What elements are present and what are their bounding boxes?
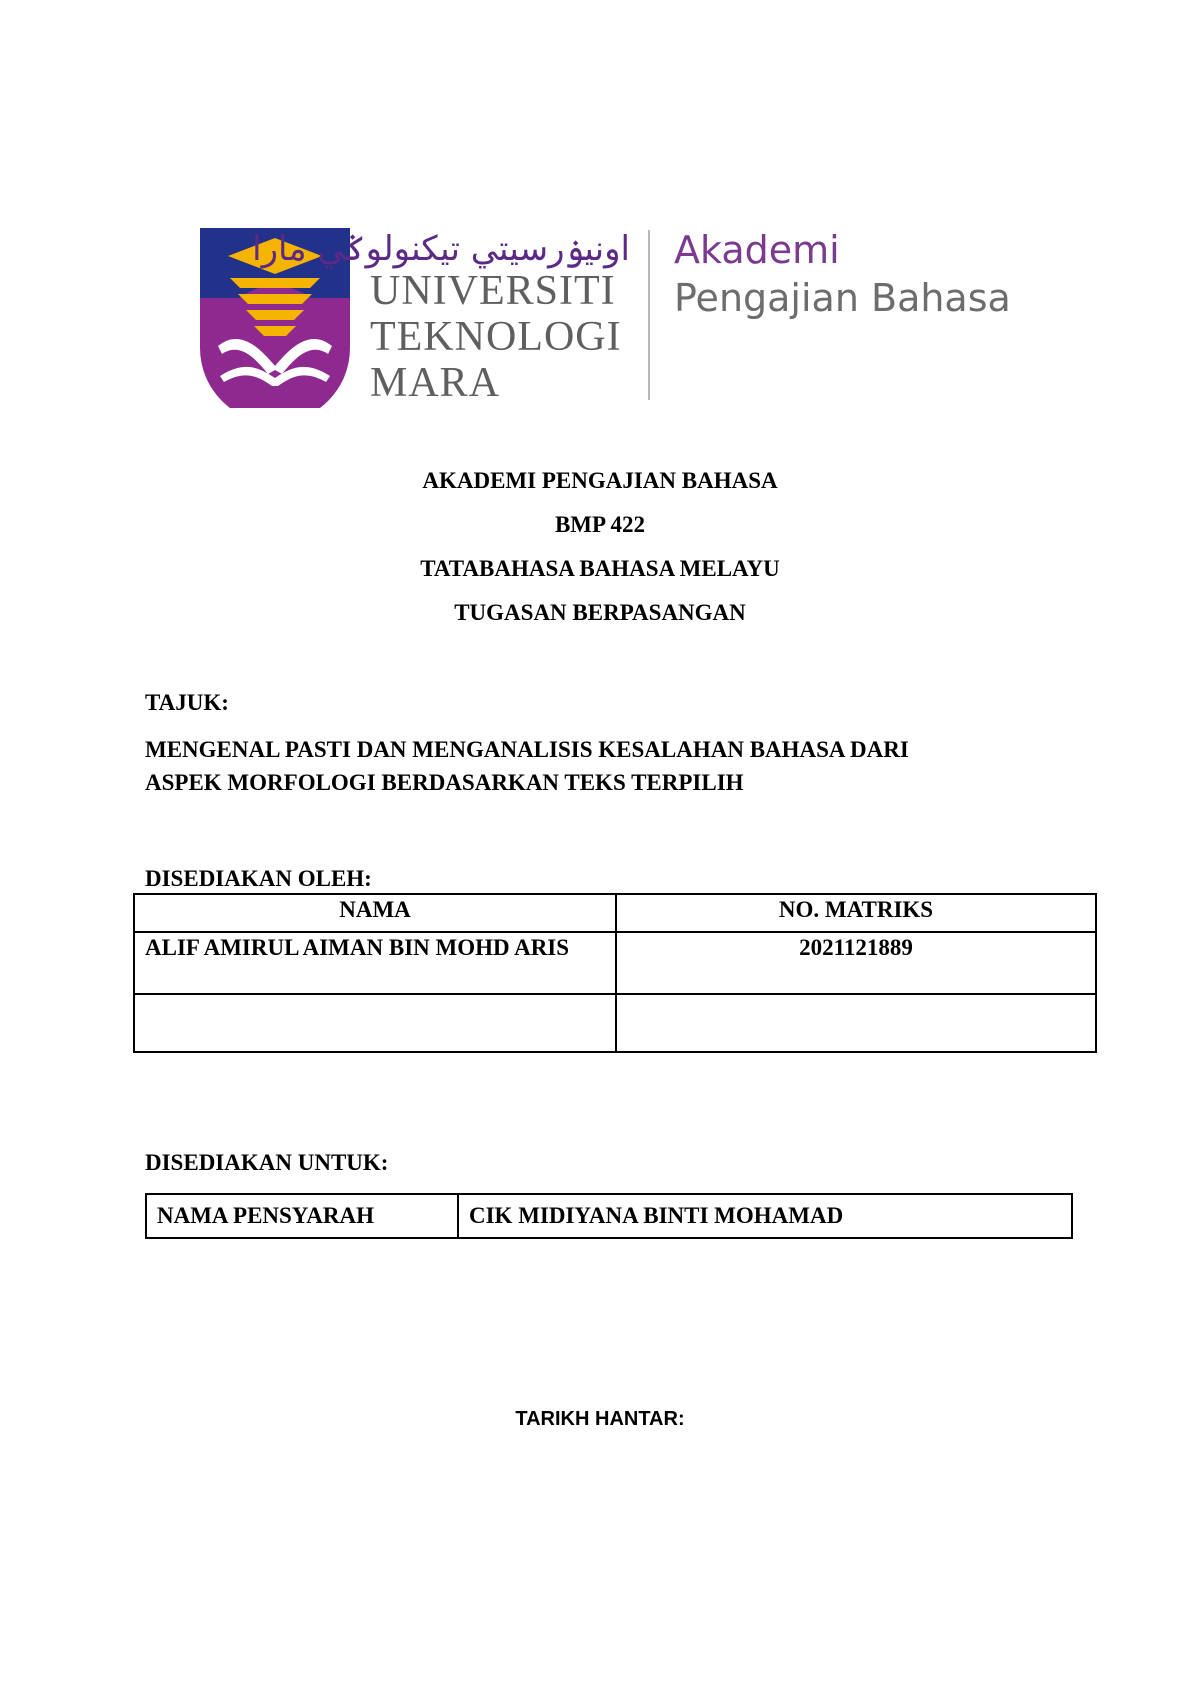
students-table <box>133 893 1097 1053</box>
jawi-university-name: اونيۏرسيتي تيكنولوݢي مارا <box>252 229 630 269</box>
logo-divider <box>648 230 650 400</box>
submission-date-label: TARIKH HANTAR: <box>515 1408 685 1430</box>
university-name-line-3: MARA <box>370 360 501 406</box>
academy-name-line-2: Pengajian Bahasa <box>674 276 1011 320</box>
university-name-line-2: TEKNOLOGI <box>370 314 622 360</box>
table-row <box>146 1194 1072 1238</box>
lecturer-name-cell: CIK MIDIYANA BINTI MOHAMAD <box>458 1194 1072 1238</box>
student-matric-cell: 2021121889 <box>616 932 1096 994</box>
table-row <box>134 932 1096 994</box>
academy-name-line-1: Akademi <box>674 228 840 272</box>
lecturer-key-cell: NAMA PENSYARAH <box>146 1194 458 1238</box>
title-line-2: ASPEK MORFOLOGI BERDASARKAN TEKS TERPILIH <box>145 770 744 795</box>
students-table-header <box>134 894 1096 932</box>
uitm-apb-logo <box>200 228 1011 408</box>
header-academy: AKADEMI PENGAJIAN BAHASA <box>422 468 778 493</box>
prepared-by-label: DISEDIAKAN OLEH: <box>145 866 372 891</box>
lecturer-table <box>145 1193 1073 1239</box>
table-row <box>134 994 1096 1052</box>
student-name-cell <box>134 994 616 1052</box>
prepared-for-label: DISEDIAKAN UNTUK: <box>145 1150 389 1175</box>
header-course-code: BMP 422 <box>554 512 646 537</box>
student-name-cell: ALIF AMIRUL AIMAN BIN MOHD ARIS <box>134 932 616 994</box>
tajuk-label: TAJUK: <box>145 690 229 715</box>
university-name-line-1: UNIVERSITI <box>370 268 616 314</box>
header-matric: NO. MATRIKS <box>616 894 1096 932</box>
student-matric-cell <box>616 994 1096 1052</box>
title-line-1: MENGENAL PASTI DAN MENGANALISIS KESALAHAN BAHASA DARI <box>145 737 909 762</box>
header-course-name: TATABAHASA BAHASA MELAYU <box>420 556 780 581</box>
header-assignment-type: TUGASAN BERPASANGAN <box>454 600 746 625</box>
header-nama: NAMA <box>134 894 616 932</box>
